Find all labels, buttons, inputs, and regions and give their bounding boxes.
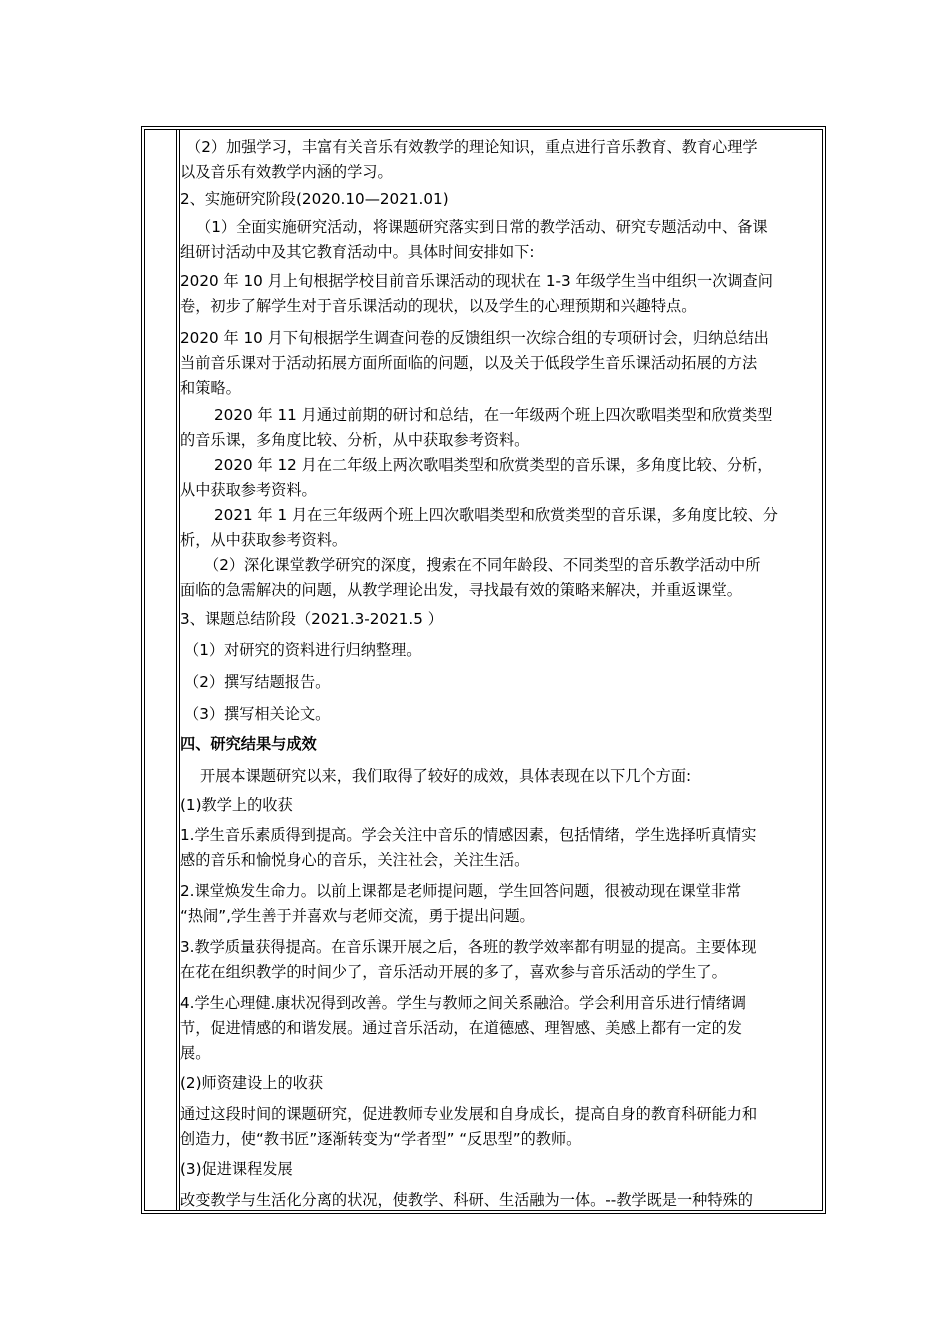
paragraph-line: 2021 年 1 月在三年级两个班上四次歌唱类型和欣赏类型的音乐课，多角度比较、分 [214,506,778,524]
paragraph-line: （1）全面实施研究活动，将课题研究落实到日常的教学活动、研究专题活动中、备课 [196,218,768,236]
paragraph-line: 2、实施研究阶段(2020.10—2021.01) [180,190,449,208]
paragraph-line: 组研讨活动中及其它教育活动中。具体时间安排如下: [180,243,535,261]
paragraph-line: 感的音乐和愉悦身心的音乐，关注社会，关注生活。 [180,851,530,869]
paragraph-line: 在花在组织教学的时间少了，音乐活动开展的多了，喜欢参与音乐活动的学生了。 [180,963,727,981]
paragraph-line: 改变教学与生活化分离的状况，使教学、科研、生活融为一体。--教学既是一种特殊的 [180,1191,753,1209]
paragraph-line: 3、课题总结阶段（2021.3-2021.5 ） [180,610,443,628]
section-heading: 四、研究结果与成效 [180,735,317,753]
paragraph-line: 1.学生音乐素质得到提高。学会关注中音乐的情感因素，包括情绪，学生选择听真情实 [180,826,757,844]
paragraph-line: 以及音乐有效教学内涵的学习。 [180,163,393,181]
paragraph-line: (3)促进课程发展 [180,1160,293,1178]
paragraph-line: 2020 年 11 月通过前期的研讨和总结，在一年级两个班上四次歌唱类型和欣赏类型 [214,406,773,424]
paragraph-line: 展。 [180,1044,211,1062]
paragraph-line: (1)教学上的收获 [180,796,293,814]
paragraph-line: 的音乐课，多角度比较、分析，从中获取参考资料。 [180,431,530,449]
paragraph-line: （3）撰写相关论文。 [184,705,331,723]
paragraph-line: 4.学生心理健.康状况得到改善。学生与教师之间关系融洽。学会利用音乐进行情绪调 [180,994,747,1012]
paragraph-line: 创造力，使“教书匠”逐渐转变为“学者型” “反思型”的教师。 [180,1130,582,1148]
column-divider [176,129,177,1211]
paragraph-line: 节，促进情感的和谐发展。通过音乐活动，在道德感、理智感、美感上都有一定的发 [180,1019,742,1037]
paragraph-line: 2020 年 12 月在二年级上两次歌唱类型和欣赏类型的音乐课，多角度比较、分析， [214,456,773,474]
paragraph-line: 2.课堂焕发生命力。以前上课都是老师提问题，学生回答问题，很被动现在课堂非常 [180,882,742,900]
paragraph-line: 通过这段时间的课题研究，促进教师专业发展和自身成长，提高自身的教育科研能力和 [180,1105,758,1123]
table-content-cell [180,131,822,1210]
paragraph-line: 从中获取参考资料。 [180,481,317,499]
paragraph-line: 2020 年 10 月下旬根据学生调查问卷的反馈组织一次综合组的专项研讨会，归纳总结出 [180,329,769,347]
paragraph-line: “热闹”,学生善于并喜欢与老师交流，勇于提出问题。 [180,907,535,925]
paragraph-line: （2）撰写结题报告。 [184,673,331,691]
paragraph-line: 面临的急需解决的问题，从教学理论出发，寻找最有效的策略来解决，并重返课堂。 [180,581,742,599]
paragraph-line: 卷，初步了解学生对于音乐课活动的现状，以及学生的心理预期和兴趣特点。 [180,297,697,315]
paragraph-line: 开展本课题研究以来，我们取得了较好的成效，具体表现在以下几个方面: [200,767,692,785]
paragraph-line: 和策略。 [180,379,241,397]
paragraph-line: (2)师资建设上的收获 [180,1074,324,1092]
paragraph-line: 2020 年 10 月上旬根据学校目前音乐课活动的现状在 1-3 年级学生当中组织一次调查问 [180,272,773,290]
paragraph-line: 当前音乐课对于活动拓展方面所面临的问题，以及关于低段学生音乐课活动拓展的方法 [180,354,758,372]
paragraph-line: （1）对研究的资料进行归纳整理。 [184,641,422,659]
paragraph-line: 析，从中获取参考资料。 [180,531,348,549]
paragraph-line: （2）加强学习，丰富有关音乐有效教学的理论知识，重点进行音乐教育、教育心理学 [186,138,758,156]
paragraph-line: 3.教学质量获得提高。在音乐课开展之后，各班的教学效率都有明显的提高。主要体现 [180,938,757,956]
paragraph-line: （2）深化课堂教学研究的深度，搜索在不同年龄段、不同类型的音乐教学活动中所 [204,556,761,574]
